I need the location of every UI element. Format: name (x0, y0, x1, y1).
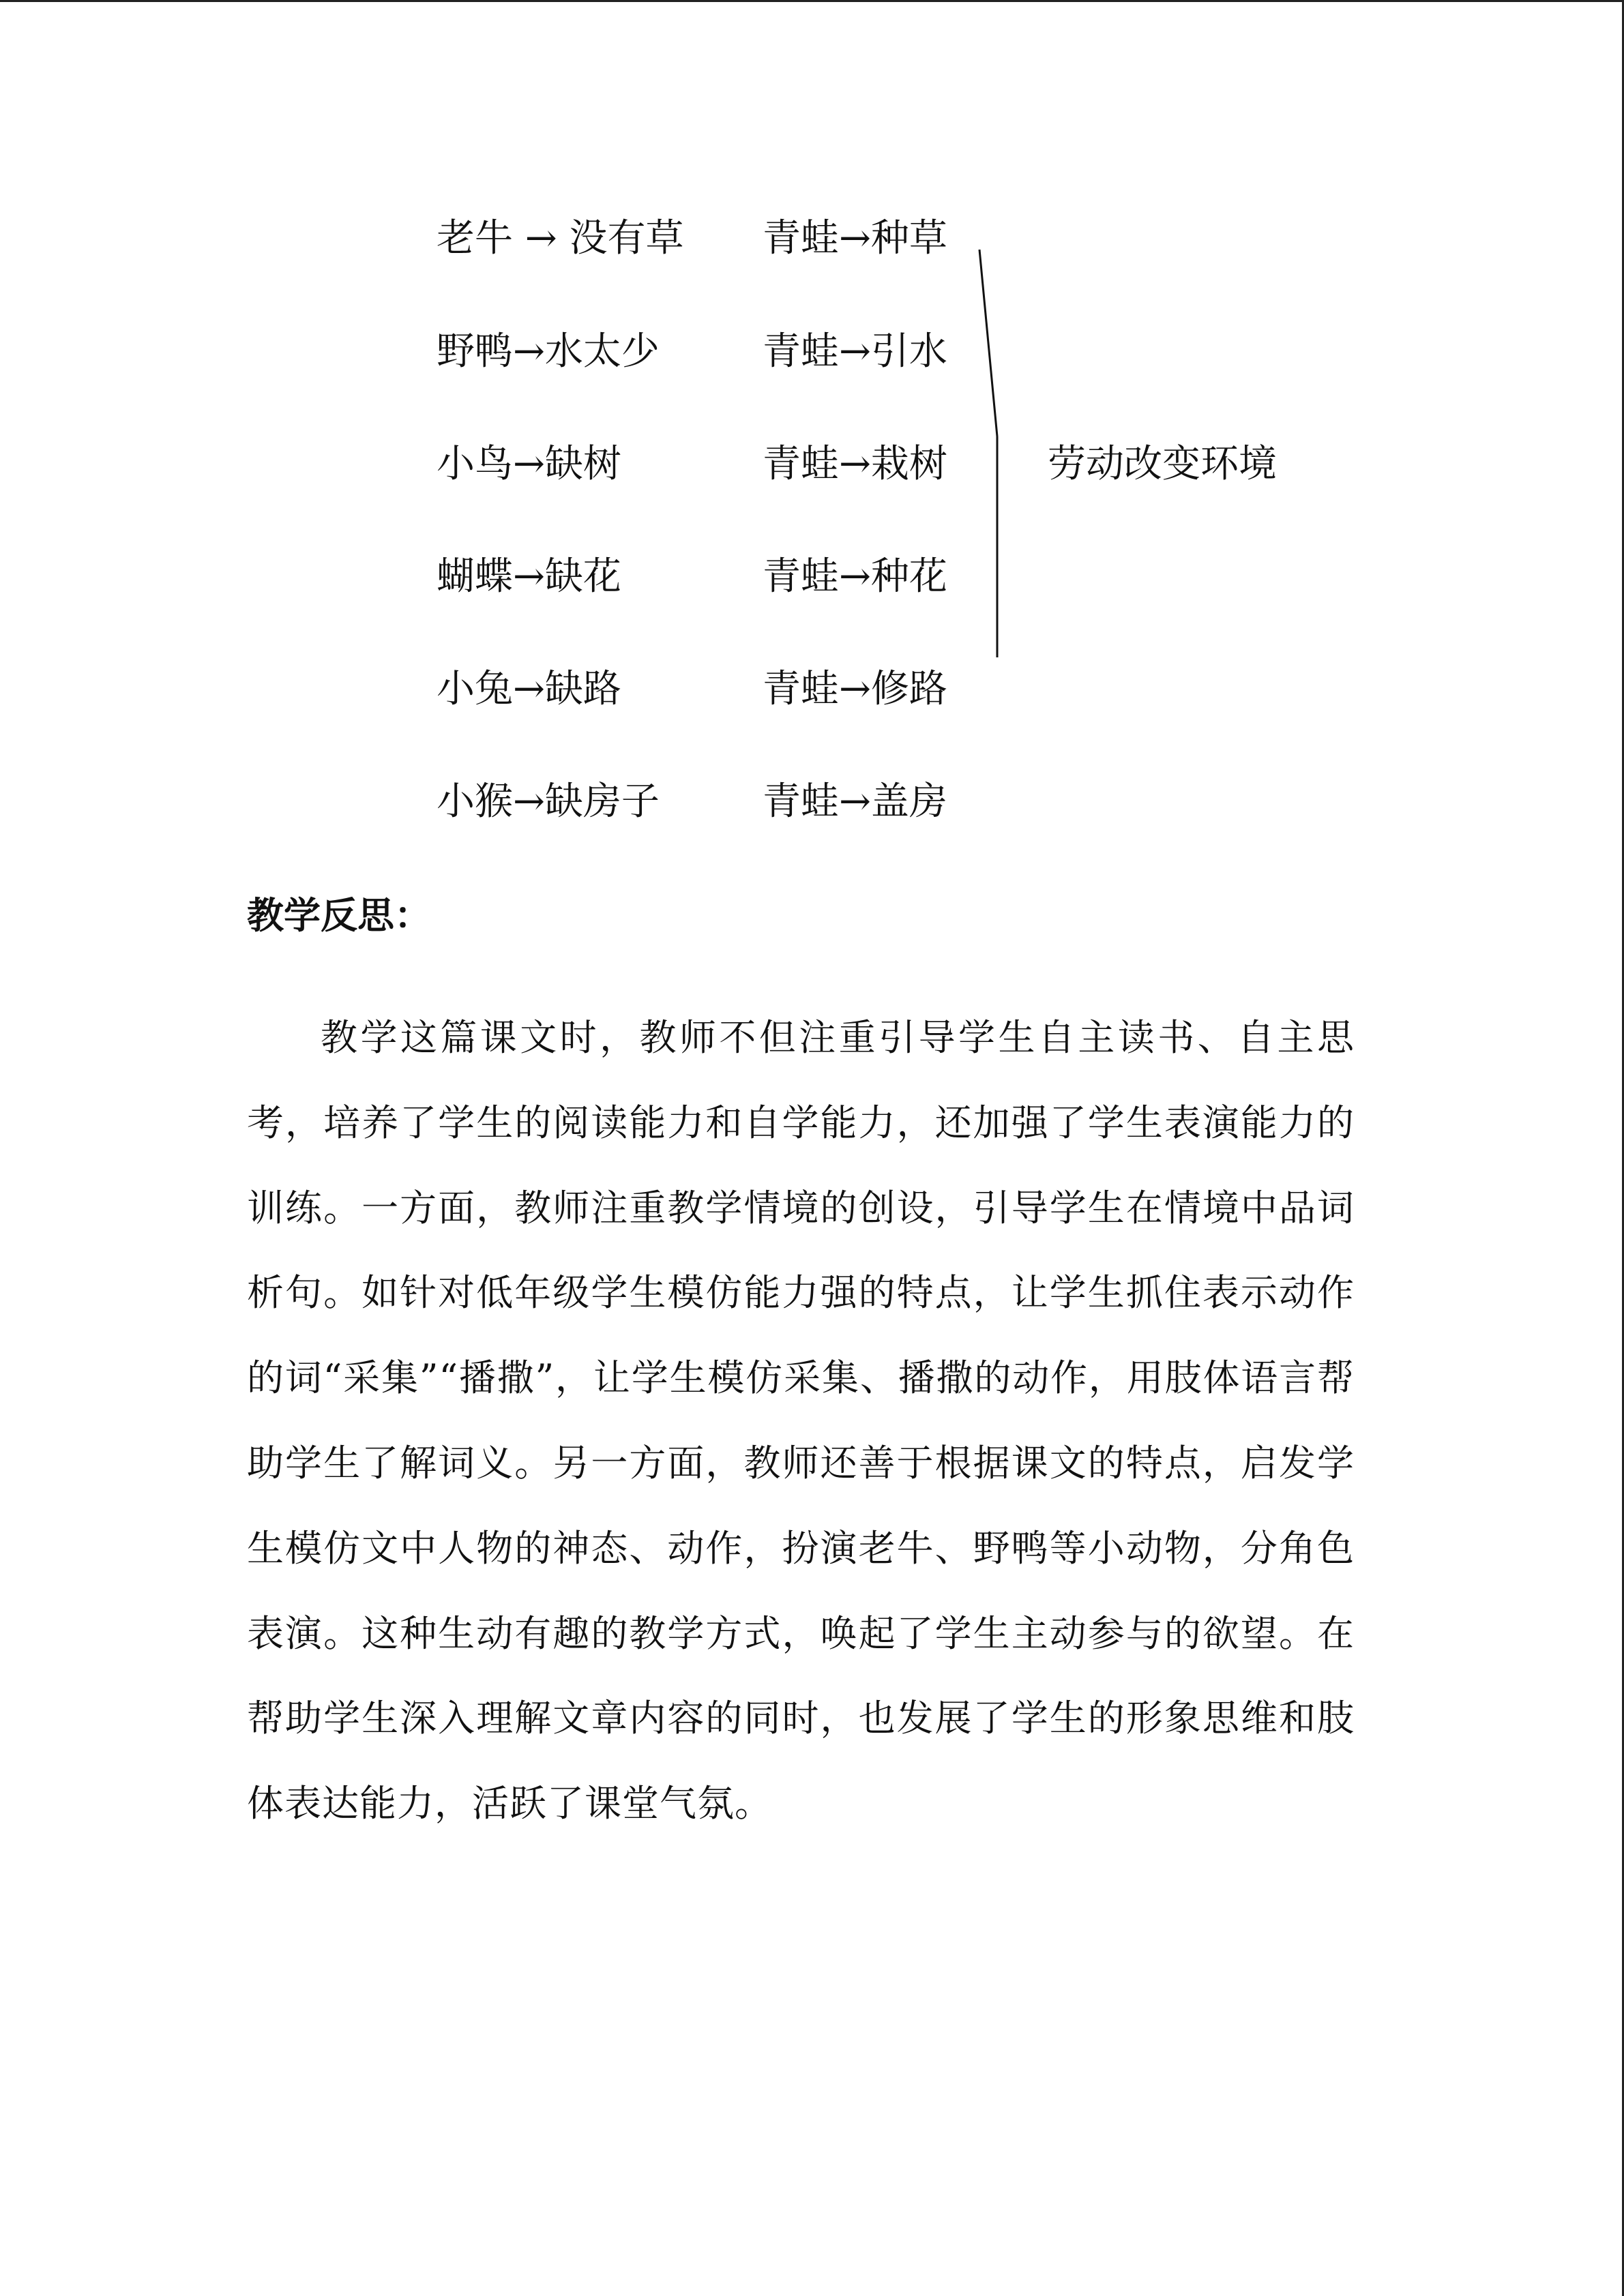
animal-need: 老牛 → 没有草 (437, 216, 684, 260)
board-conclusion: 劳动改变环境 (1048, 442, 1277, 486)
board-row (437, 325, 1050, 379)
board-row (437, 775, 1050, 829)
board-row (437, 211, 1050, 266)
animal-need: 小猴→缺房子 (437, 779, 660, 824)
frog-action: 青蛙→修路 (763, 667, 947, 711)
reflection-paragraph: 教学这篇课文时，教师不但注重引导学生自主读书、自主思考，培养了学生的阅读能力和自学能力，还加强了学生表演能力的训练。一方面，教师注重教学情境的创设，引导学生在情境中品词析句。如针对低年级学生模仿能力强的特点，让学生抓住表示动作的词“采集”“播撒”，让学生模仿采集、播撒的动作，用肢体语言帮助学生了解词义。另一方面，教师还善于根据课文的特点，启发学生模仿文中人物的神态、动作，扮演老牛、野鸭等小动物，分角色表演。这种生动有趣的教学方式，唤起了学生主动参与的欲望。在帮助学生深入理解文章内容的同时，也发展了学生的形象思维和肢体表达能力，活跃了课堂气氛。 (247, 1016, 1355, 1825)
board-row (437, 550, 1050, 604)
board-row (437, 662, 1050, 717)
bracket-line (969, 245, 1009, 661)
frog-action: 青蛙→引水 (763, 329, 947, 374)
animal-need: 小鸟→缺树 (437, 442, 621, 486)
page-top-border (0, 0, 1624, 2)
animal-need: 蝴蝶→缺花 (437, 554, 621, 599)
board-row (437, 437, 1050, 492)
reflection-heading: 教学反思： (247, 894, 431, 937)
frog-action: 青蛙→栽树 (763, 442, 947, 486)
animal-need: 野鸭→水太少 (437, 329, 660, 374)
animal-need: 小兔→缺路 (437, 667, 621, 711)
frog-action: 青蛙→盖房 (763, 779, 947, 824)
frog-action: 青蛙→种花 (763, 554, 947, 599)
frog-action: 青蛙→种草 (763, 216, 947, 260)
